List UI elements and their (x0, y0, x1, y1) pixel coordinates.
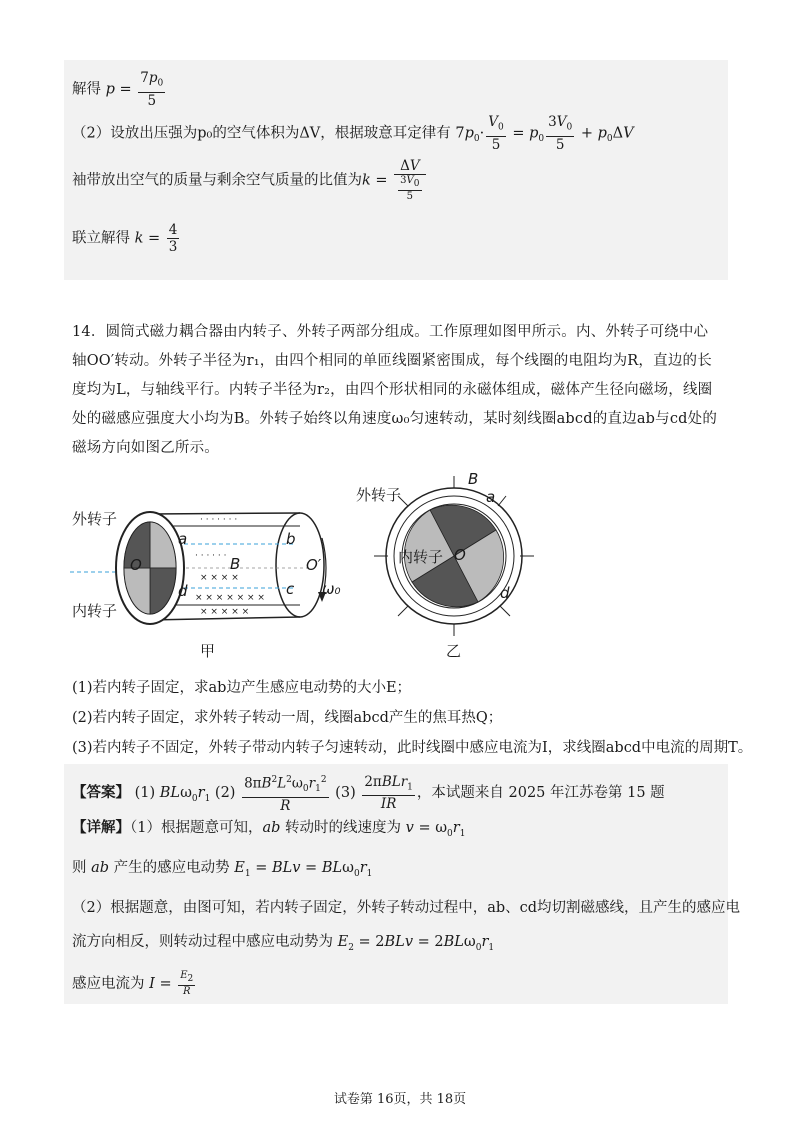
jia-caption: 甲 (200, 642, 216, 660)
svg-text:× × × ×: × × × × (200, 573, 239, 583)
svg-text:× × × × × × ×: × × × × × × × (195, 593, 265, 603)
yi-outer-label: 外转子 (356, 486, 402, 504)
jia-label-d: d (178, 582, 188, 600)
svg-text:· · · · · ·: · · · · · · (195, 551, 227, 561)
jia-label-B: B (230, 555, 241, 573)
detail-line-3: （2）根据题意，由图可知，若内转子固定，外转子转动过程中，ab、cd均切割磁感线，且产生的感应电 (72, 900, 741, 916)
page-footer: 试卷第 16页，共 18页 (333, 1092, 467, 1107)
yi-label-d: d (500, 584, 510, 602)
jia-label-O: O (130, 556, 142, 574)
jia-label-b: b (286, 530, 296, 548)
jia-label-Oprime: O′ (306, 556, 322, 574)
solution-line-3: 袖带放出空气的质量与剩余空气质量的比值为k = $\frac{\Delta V}{\frac{3V_0}{5}}$ (72, 158, 428, 203)
yi-caption: 乙 (446, 642, 462, 660)
sub-question-1: (1)若内转子固定，求ab边产生感应电动势的大小E； (72, 680, 412, 696)
svg-text:· · · · · · ·: · · · · · · · (200, 515, 238, 525)
jia-inner-label: 内转子 (72, 602, 118, 620)
yi-label-a: a (486, 488, 496, 506)
jia-label-c: c (286, 580, 295, 598)
jia-label-a: a (178, 530, 188, 548)
detail-line-5: 感应电流为 I = $\frac{E_2}{R}$ (72, 970, 194, 997)
answer-line: 【答案】 (1) $BL\omega_0r_1$ (2) $\frac{8\pi B^2L^2\omega_0r_1^2}{R}$ (3) $\frac{2\pi BLr_1}{IR}$ ，本试题来自 2025 年江苏卷第 15 题 (72, 773, 665, 815)
yi-inner-label: 内转子 (398, 548, 444, 566)
yi-label-O: O (454, 546, 466, 564)
question-14-stem: 14．圆筒式磁力耦合器由内转子、外转子两部分组成。工作原理如图甲所示。内、外转子可绕中心轴OO′转动。外转子半径为r₁，由四个相同的单匝线圈紧密围成，每个线圈的电阻均为R，直边的长度均为L，与轴线平行。内转子半径为r₂，由四个形状相同的永磁体组成，磁体产生径向磁场，线圈处的磁感应强度大小均为B。外转子始终以角速度ω₀匀速转动，某时刻线圈abcd的直边ab与cd处的磁场方向如图乙所示。 (72, 324, 718, 456)
sub-question-3: (3)若内转子不固定，外转子带动内转子匀速转动，此时线圈中感应电流为I，求线圈abcd中电流的周期T。 (72, 740, 753, 756)
detail-line-4: 流方向相反，则转动过程中感应电动势为 $E_2 = 2BLv = 2BL\omega_0r_1$ (72, 934, 495, 953)
solution-line-1: 解得 p = $\frac{7p_0}{5}$ (72, 70, 164, 109)
jia-label-omega: ω₀ (322, 580, 341, 598)
solution-line-2: （2）设放出压强为p₀的空气体积为ΔV，根据玻意耳定律有 $7p_0\cdot$ $\frac{V_0}{5}$ = $p_0$ $\frac{3V_0}{5}$ + $p_0\Delta V$ (72, 114, 634, 153)
detail-line-2: 则 ab 产生的感应电动势 $E_1$ = BLv = $BL\omega_0r_1$ (72, 860, 373, 879)
sub-question-2: (2)若内转子固定，求外转子转动一周，线圈abcd产生的焦耳热Q； (72, 710, 503, 726)
solution-line-4: 联立解得 k = $\frac{4}{3}$ (72, 222, 178, 255)
jia-outer-label: 外转子 (72, 510, 118, 528)
yi-label-B: B (468, 470, 479, 488)
svg-text:× × × × ×: × × × × × (200, 607, 250, 617)
detail-line-1: 【详解】（1）根据题意可知，ab 转动时的线速度为 $v = \omega_0r_1$ (72, 819, 466, 839)
